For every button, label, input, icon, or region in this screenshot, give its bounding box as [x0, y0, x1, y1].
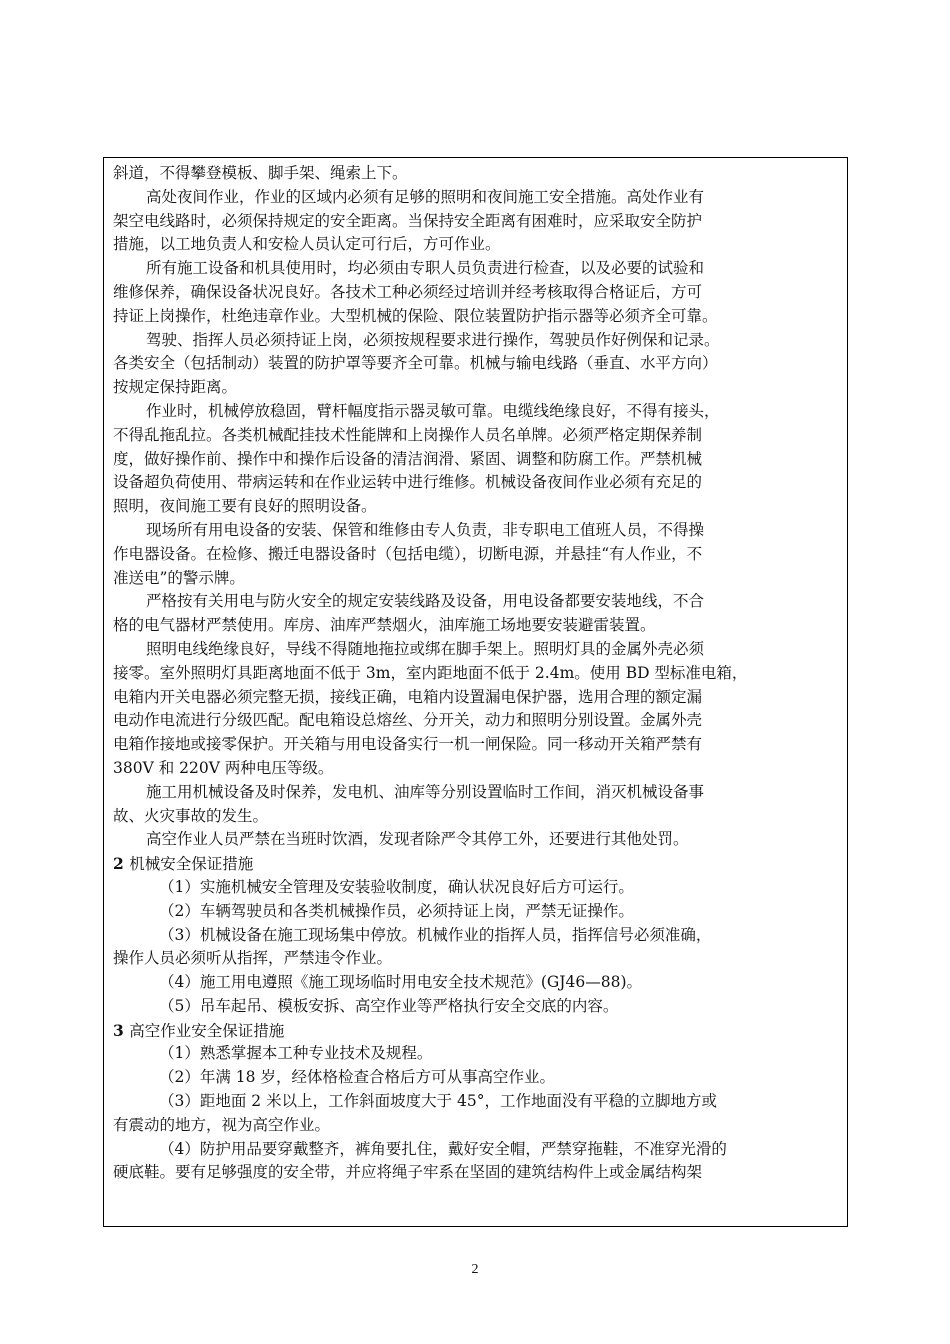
- line-text: 高空作业安全保证措施: [129, 1021, 285, 1040]
- line-text: 高空作业人员严禁在当班时饮酒，发现者除严令其停工外，还要进行其他处罚。: [146, 830, 689, 849]
- text-line: [113, 733, 841, 757]
- text-line: [113, 424, 841, 448]
- line-text: 硬底鞋。要有足够强度的安全带，并应将绳子牢系在坚固的建筑结构件上或金属结构架: [113, 1163, 703, 1182]
- text-line: [113, 1042, 841, 1066]
- text-line: [113, 971, 841, 995]
- text-line: [113, 210, 841, 234]
- text-line: [113, 614, 841, 638]
- text-line: [113, 662, 841, 686]
- text-line: [113, 400, 841, 424]
- document-frame: [103, 157, 848, 1227]
- text-line: [113, 709, 841, 733]
- text-line: [113, 329, 841, 353]
- text-line: [113, 1138, 841, 1162]
- line-text: 现场所有用电设备的安装、保管和维修由专人负责，非专职电工值班人员，不得操: [146, 520, 705, 539]
- line-text: 不得乱拖乱拉。各类机械配挂技术性能牌和上岗操作人员名单牌。必须严格定期保养制: [113, 425, 703, 444]
- text-line: [113, 828, 841, 852]
- text-line: [113, 995, 841, 1019]
- document-body: [113, 162, 841, 1185]
- text-line: [113, 281, 841, 305]
- line-text: 作业时，机械停放稳固，臂杆幅度指示器灵敏可靠。电缆线绝缘良好，不得有接头，: [146, 401, 720, 420]
- line-text: 电箱内开关电器必须完整无损，接线正确，电箱内设置漏电保护器，选用合理的额定漏: [113, 687, 703, 706]
- text-line: [113, 305, 841, 329]
- line-text: 持证上岗操作，杜绝违章作业。大型机械的保险、限位装置防护指示器等必须齐全可靠。: [113, 306, 718, 325]
- text-line: [113, 543, 841, 567]
- line-text: 架空电线路时，必须保持规定的安全距离。当保持安全距离有困难时，应采取安全防护: [113, 211, 703, 230]
- line-text: 作电器设备。在检修、搬迁电器设备时（包括电缆），切断电源，并悬挂“有人作业，不: [113, 544, 703, 563]
- line-text: 按规定保持距离。: [113, 378, 238, 397]
- page-number: 2: [471, 1262, 479, 1277]
- text-line: [113, 781, 841, 805]
- line-text: （3）距地面 2 米以上，工作斜面坡度大于 45°，工作地面没有平稳的立脚地方或: [159, 1092, 717, 1111]
- text-line: [113, 686, 841, 710]
- text-line: [113, 947, 841, 971]
- text-line: [113, 162, 841, 186]
- text-line: [113, 186, 841, 210]
- line-text: 机械安全保证措施: [129, 855, 254, 874]
- text-line: [113, 495, 841, 519]
- line-text: 维修保养，确保设备状况良好。各技术工种必须经过培训并经考核取得合格证后，方可: [113, 282, 703, 301]
- text-line: [113, 233, 841, 257]
- text-line: [113, 805, 841, 829]
- text-line: [113, 519, 841, 543]
- line-text: 有震动的地方，视为高空作业。: [113, 1115, 331, 1134]
- line-text: 照明，夜间施工要有良好的照明设备。: [113, 497, 377, 516]
- line-text: （1）实施机械安全管理及安装验收制度，确认状况良好后方可运行。: [159, 877, 634, 896]
- line-text: （4）施工用电遵照《施工现场临时用电安全技术规范》(GJ46—88)。: [159, 973, 642, 992]
- line-text: （1）熟悉掌握本工种专业技术及规程。: [159, 1044, 433, 1063]
- line-text: 措施，以工地负责人和安检人员认定可行后，方可作业。: [113, 235, 501, 254]
- text-line: [113, 448, 841, 472]
- text-line: [113, 1161, 841, 1185]
- section-number: 3: [113, 1020, 130, 1040]
- line-text: 高处夜间作业，作业的区域内必须有足够的照明和夜间施工安全措施。高处作业有: [146, 187, 705, 206]
- line-text: （2）年满 18 岁，经体格检查合格后方可从事高空作业。: [159, 1068, 555, 1087]
- line-text: 接零。室外照明灯具距离地面不低于 3m，室内距地面不低于 2.4m。使用 BD 型标准电箱，: [113, 663, 748, 682]
- line-text: 电箱作接地或接零保护。开关箱与用电设备实行一机一闸保险。同一移动开关箱严禁有: [113, 735, 703, 754]
- text-line: [113, 471, 841, 495]
- section-heading: [113, 1019, 841, 1043]
- line-text: 照明电线绝缘良好，导线不得随地拖拉或绑在脚手架上。照明灯具的金属外壳必须: [146, 639, 705, 658]
- line-text: 准送电”的警示牌。: [113, 568, 245, 587]
- text-line: [113, 638, 841, 662]
- text-line: [113, 924, 841, 948]
- line-text: 电动作电流进行分级匹配。配电箱设总熔丝、分开关，动力和照明分别设置。金属外壳: [113, 711, 703, 730]
- text-line: [113, 352, 841, 376]
- line-text: （3）机械设备在施工现场集中停放。机械作业的指挥人员，指挥信号必须准确，: [159, 925, 712, 944]
- line-text: 所有施工设备和机具使用时，均必须由专职人员负责进行检查，以及必要的试验和: [146, 259, 705, 278]
- text-line: [113, 1066, 841, 1090]
- line-text: 操作人员必须听从指挥，严禁违令作业。: [113, 949, 393, 968]
- section-number: 2: [113, 854, 130, 874]
- line-text: 各类安全（包括制动）装置的防护罩等要齐全可靠。机械与输电线路（垂直、水平方向）: [113, 354, 718, 373]
- text-line: [113, 1114, 841, 1138]
- line-text: 故、火灾事故的发生。: [113, 806, 269, 825]
- line-text: 格的电气器材严禁使用。库房、油库严禁烟火，油库施工场地要安装避雷装置。: [113, 616, 656, 635]
- line-text: 施工用机械设备及时保养，发电机、油库等分别设置临时工作间，消灭机械设备事: [146, 782, 705, 801]
- text-line: [113, 567, 841, 591]
- text-line: [113, 590, 841, 614]
- line-text: 驾驶、指挥人员必须持证上岗，必须按规程要求进行操作，驾驶员作好例保和记录。: [146, 330, 720, 349]
- line-text: （2）车辆驾驶员和各类机械操作员，必须持证上岗，严禁无证操作。: [159, 901, 634, 920]
- line-text: 斜道，不得攀登模板、脚手架、绳索上下。: [113, 164, 408, 182]
- text-line: [113, 900, 841, 924]
- text-line: [113, 376, 841, 400]
- section-heading: [113, 852, 841, 876]
- line-text: 严格按有关用电与防火安全的规定安装线路及设备，用电设备都要安装地线，不合: [146, 592, 705, 611]
- line-text: （5）吊车起吊、模板安拆、高空作业等严格执行安全交底的内容。: [159, 996, 619, 1015]
- text-line: [113, 257, 841, 281]
- text-line: [113, 1090, 841, 1114]
- line-text: （4）防护用品要穿戴整齐，裤角要扎住，戴好安全帽，严禁穿拖鞋，不准穿光滑的: [159, 1139, 727, 1158]
- text-line: [113, 876, 841, 900]
- line-text: 设备超负荷使用、带病运转和在作业运转中进行维修。机械设备夜间作业必须有充足的: [113, 473, 703, 492]
- text-line: [113, 757, 841, 781]
- line-text: 380V 和 220V 两种电压等级。: [113, 758, 334, 777]
- line-text: 度，做好操作前、操作中和操作后设备的清洁润滑、紧固、调整和防腐工作。严禁机械: [113, 449, 703, 468]
